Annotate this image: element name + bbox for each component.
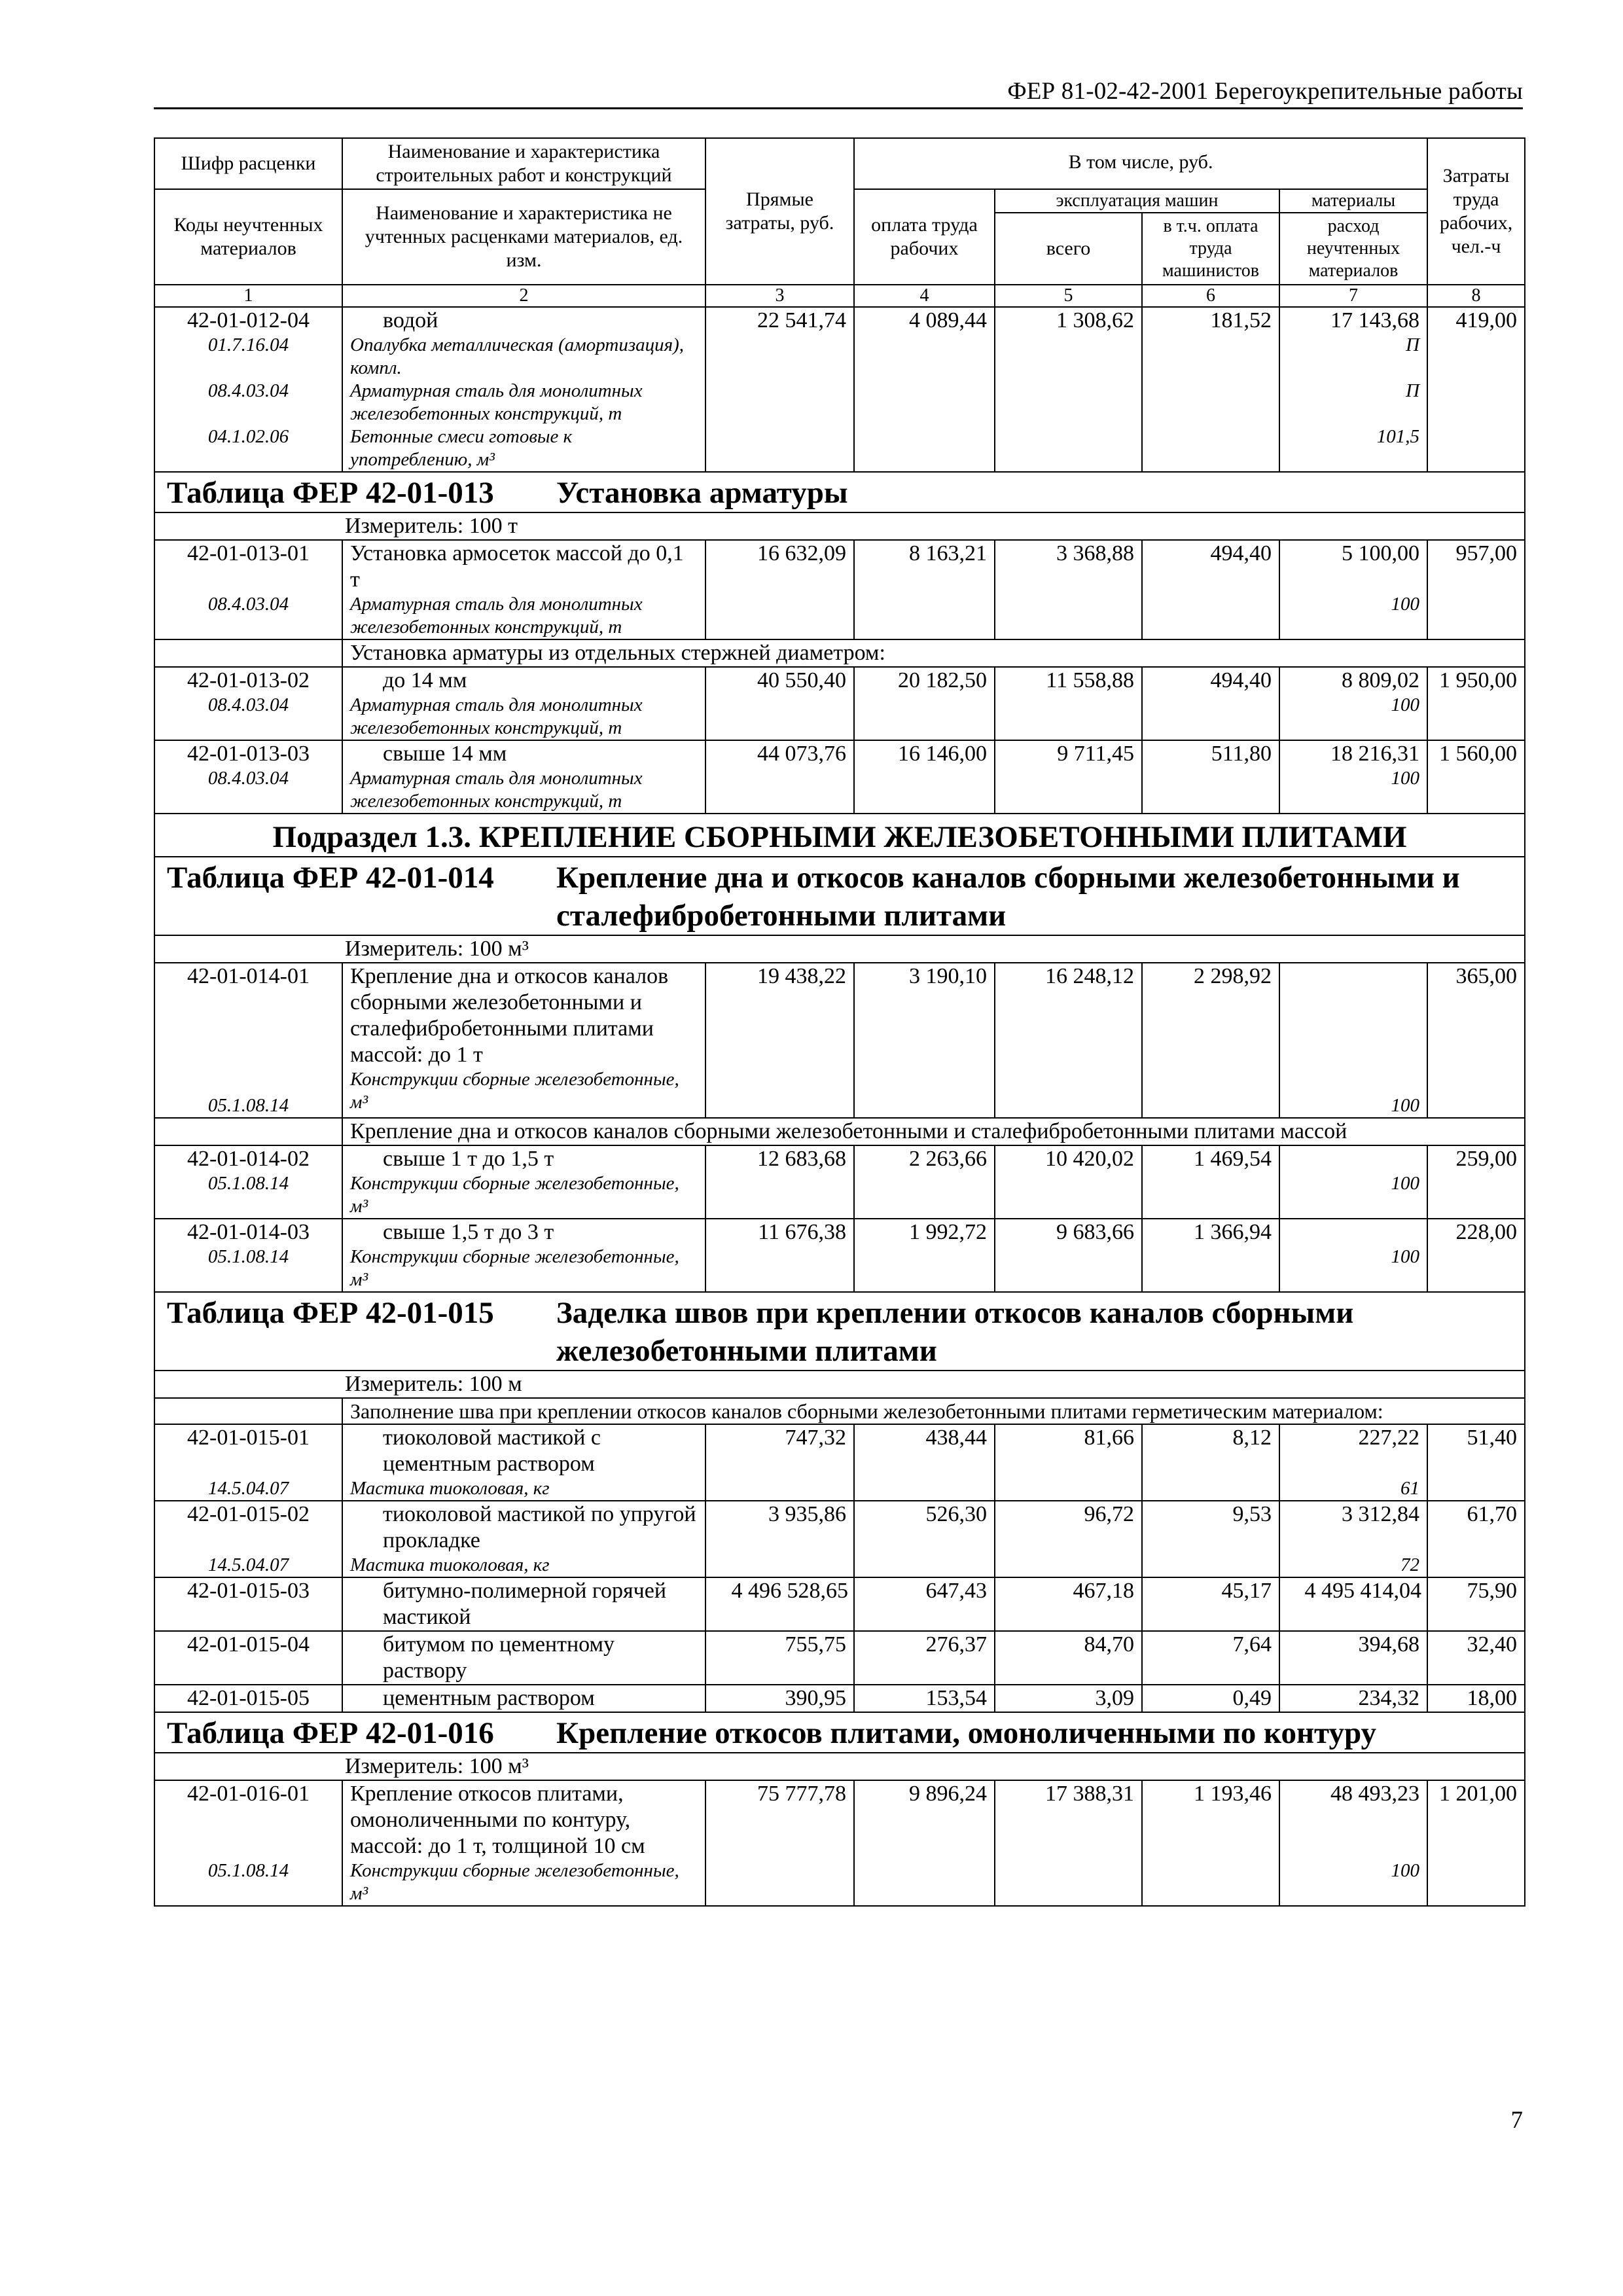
- group-row: [154, 1398, 1525, 1424]
- col-name-header: Наименование и характеристика строительных работ и конструкций: [342, 138, 705, 189]
- labor-cost: 18,00: [1427, 1685, 1525, 1712]
- table-row: [154, 1501, 1525, 1577]
- material-qty: 61: [1400, 1478, 1420, 1499]
- measure-row: [154, 1371, 1525, 1398]
- labor-cost: 957,00: [1427, 540, 1525, 639]
- machines-cost: 17 388,31: [995, 1780, 1142, 1906]
- rate-code: 42-01-015-03: [154, 1577, 342, 1631]
- labor-cost: 1 201,00: [1427, 1780, 1525, 1906]
- table-name: Крепление откосов плитами, омоноличенными по контуру: [556, 1716, 1377, 1750]
- rate-name: Крепление дна и откосов каналов сборными железобетонными и сталефибробетонными плитами массой: до 1 т: [350, 964, 669, 1067]
- material-name: Арматурная сталь для монолитных железобетонных конструкций, т: [350, 768, 643, 812]
- material-code: 01.7.16.04: [207, 334, 289, 355]
- machinists-wages: 1 366,94: [1142, 1219, 1279, 1292]
- direct-cost: 4 496 528,65: [705, 1577, 854, 1631]
- table-name: Крепление дна и откосов каналов сборными железобетонными и сталефибробетонными плитами: [556, 861, 1460, 933]
- direct-cost: 3 935,86: [705, 1501, 854, 1577]
- rate-code: 42-01-012-04: [187, 308, 310, 332]
- material-qty: 100: [1391, 694, 1420, 715]
- col-num: 8: [1427, 285, 1525, 307]
- materials-cost: 234,32: [1279, 1685, 1427, 1712]
- wages-cost: 526,30: [854, 1501, 995, 1577]
- wages-cost: 153,54: [854, 1685, 995, 1712]
- rate-code: 42-01-013-03: [187, 742, 310, 766]
- rate-name: тиоколовой мастикой с цементным раствором: [383, 1426, 601, 1476]
- col-mach-total-header: всего: [995, 213, 1142, 285]
- labor-cost: 259,00: [1427, 1145, 1525, 1219]
- col-incl-header: В том числе, руб.: [854, 138, 1427, 189]
- material-code: 14.5.04.07: [207, 1554, 289, 1575]
- group-title: Заполнение шва при креплении откосов каналов сборными железобетонными плитами герметическим материалом:: [350, 1399, 1383, 1423]
- material-name: Конструкции сборные железобетонные, м³: [350, 1173, 679, 1217]
- machines-cost: 10 420,02: [995, 1145, 1142, 1219]
- material-qty: 100: [1391, 1173, 1420, 1194]
- col-machines-header: эксплуатация машин: [995, 189, 1279, 213]
- machinists-wages: 7,64: [1142, 1631, 1279, 1685]
- table-row: [154, 1424, 1525, 1501]
- machines-cost: 3 368,88: [995, 540, 1142, 639]
- materials-cost: 5 100,00: [1342, 541, 1420, 565]
- group-title: Крепление дна и откосов каналов сборными железобетонными и сталефибробетонными плитами массой: [350, 1119, 1347, 1143]
- machinists-wages: 1 193,46: [1142, 1780, 1279, 1906]
- rate-name: Крепление откосов плитами, омоноличенными по контуру, массой: до 1 т, толщиной 10 см: [350, 1782, 645, 1858]
- machinists-wages: 494,40: [1142, 667, 1279, 740]
- table-code: Таблица ФЕР 42-01-015: [167, 1296, 494, 1330]
- rate-code: 42-01-013-02: [187, 668, 310, 692]
- rate-code: 42-01-015-05: [154, 1685, 342, 1712]
- section-title: Подраздел 1.3. КРЕПЛЕНИЕ СБОРНЫМИ ЖЕЛЕЗОБЕТОННЫМИ ПЛИТАМИ: [154, 814, 1525, 857]
- material-name: Арматурная сталь для монолитных железобетонных конструкций, т: [350, 380, 643, 424]
- material-name: Мастика тиоколовая, кг: [350, 1478, 550, 1499]
- wages-cost: 20 182,50: [854, 667, 995, 740]
- material-code: 04.1.02.06: [207, 426, 289, 447]
- material-code: 08.4.03.04: [207, 768, 289, 789]
- table-row: [154, 963, 1525, 1118]
- labor-cost: 51,40: [1427, 1424, 1525, 1501]
- materials-cost: 3 312,84: [1342, 1502, 1420, 1526]
- material-name: Арматурная сталь для монолитных железобетонных конструкций, т: [350, 594, 643, 637]
- table-row: [154, 740, 1525, 814]
- table-title-row: [154, 1712, 1525, 1753]
- materials-cost: 18 216,31: [1330, 742, 1420, 766]
- direct-cost: 390,95: [705, 1685, 854, 1712]
- materials-cost: [1287, 1219, 1419, 1246]
- rate-name: до 14 мм: [383, 668, 467, 692]
- table-row: [154, 1780, 1525, 1906]
- material-code: 14.5.04.07: [207, 1478, 289, 1499]
- table-title-row: [154, 1292, 1525, 1371]
- machines-cost: 467,18: [995, 1577, 1142, 1631]
- direct-cost: 22 541,74: [705, 307, 854, 472]
- measure-unit: Измеритель: 100 т: [345, 514, 518, 538]
- material-name: Конструкции сборные железобетонные, м³: [350, 1860, 679, 1904]
- table-code: Таблица ФЕР 42-01-014: [167, 861, 494, 895]
- labor-cost: 1 560,00: [1427, 740, 1525, 814]
- materials-cost: 48 493,23: [1330, 1782, 1420, 1806]
- material-code: 08.4.03.04: [207, 594, 289, 615]
- materials-cost: 4 495 414,04: [1279, 1577, 1427, 1631]
- wages-cost: 2 263,66: [854, 1145, 995, 1219]
- material-qty: 100: [1391, 594, 1420, 615]
- labor-cost: 419,00: [1427, 307, 1525, 472]
- rate-code: 42-01-015-01: [187, 1426, 310, 1450]
- material-qty: 100: [1391, 768, 1420, 789]
- col-code-header: Шифр расценки: [154, 138, 342, 189]
- labor-cost: 1 950,00: [1427, 667, 1525, 740]
- machinists-wages: 9,53: [1142, 1501, 1279, 1577]
- direct-cost: 747,32: [705, 1424, 854, 1501]
- col-code-sub-header: Коды неучтенных материалов: [154, 189, 342, 285]
- page-number: 7: [1510, 2107, 1523, 2134]
- wages-cost: 276,37: [854, 1631, 995, 1685]
- material-name: Арматурная сталь для монолитных железобетонных конструкций, т: [350, 694, 643, 738]
- material-qty: 100: [1391, 1246, 1420, 1267]
- direct-cost: 75 777,78: [705, 1780, 854, 1906]
- machinists-wages: 45,17: [1142, 1577, 1279, 1631]
- wages-cost: 8 163,21: [854, 540, 995, 639]
- machines-cost: 96,72: [995, 1501, 1142, 1577]
- table-name: Заделка швов при креплении откосов каналов сборными железобетонными плитами: [556, 1296, 1354, 1368]
- table-code: Таблица ФЕР 42-01-016: [167, 1716, 494, 1750]
- measure-unit: Измеритель: 100 м: [345, 1372, 522, 1396]
- section-row: [154, 814, 1525, 857]
- material-code: 05.1.08.14: [207, 1246, 289, 1267]
- machines-cost: 3,09: [995, 1685, 1142, 1712]
- direct-cost: 16 632,09: [705, 540, 854, 639]
- table-title-row: [154, 472, 1525, 512]
- group-row: [154, 639, 1525, 667]
- rate-name: свыше 14 мм: [383, 742, 507, 766]
- table-row: [154, 1631, 1525, 1685]
- table-row: [154, 1219, 1525, 1292]
- rate-code: 42-01-014-02: [187, 1147, 310, 1171]
- machines-cost: 11 558,88: [995, 667, 1142, 740]
- material-code: 05.1.08.14: [207, 1095, 289, 1116]
- wages-cost: 16 146,00: [854, 740, 995, 814]
- measure-row: [154, 1753, 1525, 1780]
- table-name: Установка арматуры: [556, 476, 848, 510]
- document-title: ФЕР 81-02-42-2001 Берегоукрепительные работы: [1007, 78, 1523, 105]
- material-name: Бетонные смеси готовые к употреблению, м³: [350, 426, 573, 470]
- wages-cost: 4 089,44: [854, 307, 995, 472]
- materials-cost: [1287, 963, 1419, 990]
- table-row: [154, 1685, 1525, 1712]
- measure-row: [154, 935, 1525, 963]
- material-code: 08.4.03.04: [207, 380, 289, 401]
- rate-code: 42-01-014-01: [187, 964, 310, 988]
- wages-cost: 3 190,10: [854, 963, 995, 1118]
- rate-name: Установка армосеток массой до 0,1 т: [350, 541, 684, 592]
- direct-cost: 19 438,22: [705, 963, 854, 1118]
- table-title-row: [154, 857, 1525, 935]
- table-code: Таблица ФЕР 42-01-013: [167, 476, 494, 510]
- rate-code: 42-01-016-01: [187, 1782, 310, 1806]
- machines-cost: 9 711,45: [995, 740, 1142, 814]
- measure-unit: Измеритель: 100 м³: [345, 1754, 529, 1778]
- group-title: Установка арматуры из отдельных стержней диаметром:: [350, 641, 885, 665]
- machinists-wages: 494,40: [1142, 540, 1279, 639]
- direct-cost: 755,75: [705, 1631, 854, 1685]
- machinists-wages: 1 469,54: [1142, 1145, 1279, 1219]
- table-row: [154, 1145, 1525, 1219]
- col-name-sub-header: Наименование и характеристика не учтенных расценками материалов, ед. изм.: [342, 189, 705, 285]
- measure-unit: Измеритель: 100 м³: [345, 937, 529, 961]
- table-row: [154, 540, 1525, 639]
- labor-cost: 228,00: [1427, 1219, 1525, 1292]
- material-qty: 100: [1391, 1095, 1420, 1116]
- wages-cost: 9 896,24: [854, 1780, 995, 1906]
- table-row: [154, 1577, 1525, 1631]
- rate-name: битумом по цементному раствору: [383, 1632, 615, 1683]
- rate-code: 42-01-015-04: [154, 1631, 342, 1685]
- col-mat-sub-header: расход неучтенных материалов: [1279, 213, 1427, 285]
- material-qty: 72: [1400, 1554, 1420, 1575]
- col-materials-header: материалы: [1279, 189, 1427, 213]
- rate-name: тиоколовой мастикой по упругой прокладке: [383, 1502, 696, 1552]
- material-name: Мастика тиоколовая, кг: [350, 1554, 550, 1575]
- rates-table: [154, 137, 1525, 1907]
- material-qty: 100: [1391, 1860, 1420, 1881]
- machines-cost: 81,66: [995, 1424, 1142, 1501]
- machinists-wages: 181,52: [1142, 307, 1279, 472]
- rate-name: цементным раствором: [383, 1686, 595, 1710]
- materials-cost: [1287, 1146, 1419, 1172]
- machines-cost: 9 683,66: [995, 1219, 1142, 1292]
- material-qty: 101,5: [1376, 426, 1420, 447]
- direct-cost: 12 683,68: [705, 1145, 854, 1219]
- col-direct-header: Прямые затраты, руб.: [705, 138, 854, 285]
- rate-code: 42-01-015-02: [187, 1502, 310, 1526]
- material-name: Конструкции сборные железобетонные, м³: [350, 1246, 679, 1290]
- machinists-wages: 8,12: [1142, 1424, 1279, 1501]
- col-wages-header: оплата труда рабочих: [854, 189, 995, 285]
- machinists-wages: 511,80: [1142, 740, 1279, 814]
- table-row: [154, 667, 1525, 740]
- labor-cost: 32,40: [1427, 1631, 1525, 1685]
- material-code: 05.1.08.14: [207, 1173, 289, 1194]
- col-num: 5: [995, 285, 1142, 307]
- machinists-wages: 0,49: [1142, 1685, 1279, 1712]
- materials-cost: 394,68: [1279, 1631, 1427, 1685]
- col-num: 2: [342, 285, 705, 307]
- materials-cost: 227,22: [1358, 1426, 1420, 1450]
- rate-name: свыше 1,5 т до 3 т: [383, 1220, 554, 1244]
- direct-cost: 40 550,40: [705, 667, 854, 740]
- machines-cost: 84,70: [995, 1631, 1142, 1685]
- col-num: 1: [154, 285, 342, 307]
- page-header: [154, 73, 1523, 109]
- direct-cost: 44 073,76: [705, 740, 854, 814]
- rate-name: битумно-полимерной горячей мастикой: [383, 1579, 667, 1629]
- material-qty: П: [1406, 380, 1420, 401]
- labor-cost: 61,70: [1427, 1501, 1525, 1577]
- machinists-wages: 2 298,92: [1142, 963, 1279, 1118]
- material-code: 08.4.03.04: [207, 694, 289, 715]
- group-row: [154, 1118, 1525, 1145]
- machines-cost: 16 248,12: [995, 963, 1142, 1118]
- wages-cost: 438,44: [854, 1424, 995, 1501]
- materials-cost: 8 809,02: [1342, 668, 1420, 692]
- col-mach-wages-header: в т.ч. оплата труда машинистов: [1142, 213, 1279, 285]
- material-name: Опалубка металлическая (амортизация), компл.: [350, 334, 685, 378]
- col-labor-header: Затраты труда рабочих, чел.-ч: [1427, 138, 1525, 285]
- material-code: 05.1.08.14: [207, 1860, 289, 1881]
- materials-cost: 17 143,68: [1330, 308, 1420, 332]
- wages-cost: 647,43: [854, 1577, 995, 1631]
- labor-cost: 75,90: [1427, 1577, 1525, 1631]
- wages-cost: 1 992,72: [854, 1219, 995, 1292]
- rate-name: водой: [383, 308, 438, 332]
- measure-row: [154, 512, 1525, 540]
- column-numbers-row: [154, 285, 1525, 307]
- col-num: 3: [705, 285, 854, 307]
- rate-code: 42-01-013-01: [187, 541, 310, 565]
- machines-cost: 1 308,62: [995, 307, 1142, 472]
- col-num: 4: [854, 285, 995, 307]
- rate-code: 42-01-014-03: [187, 1220, 310, 1244]
- rate-name: свыше 1 т до 1,5 т: [383, 1147, 554, 1171]
- col-num: 7: [1279, 285, 1427, 307]
- material-name: Конструкции сборные железобетонные, м³: [350, 1069, 679, 1113]
- material-qty: П: [1406, 334, 1420, 355]
- direct-cost: 11 676,38: [705, 1219, 854, 1292]
- labor-cost: 365,00: [1427, 963, 1525, 1118]
- col-num: 6: [1142, 285, 1279, 307]
- table-row: [154, 307, 1525, 472]
